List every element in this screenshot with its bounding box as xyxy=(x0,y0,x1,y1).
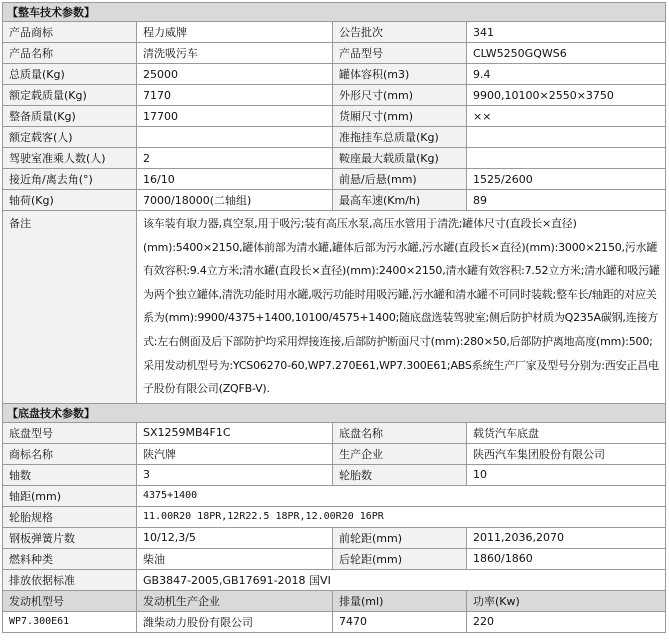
spec-row xyxy=(3,548,666,569)
spec-value: 1860/1860 xyxy=(467,548,666,569)
spec-label: 鞍座最大载质量(Kg) xyxy=(333,148,467,169)
spec-value xyxy=(137,127,333,148)
spec-label: 接近角/离去角(°) xyxy=(3,169,137,190)
spec-row xyxy=(3,464,666,485)
spec-row xyxy=(3,127,666,148)
spec-row xyxy=(3,443,666,464)
spec-label: 轮胎规格 xyxy=(3,506,137,527)
spec-value: 载货汽车底盘 xyxy=(467,422,666,443)
chassis-spec-rows-b xyxy=(3,527,666,569)
spec-label: 钢板弹簧片数 xyxy=(3,527,137,548)
chassis-spec-rows xyxy=(3,422,666,485)
engine-row xyxy=(3,611,666,632)
spec-value: 11.00R20 18PR,12R22.5 18PR,12.00R20 16PR xyxy=(137,506,666,527)
spec-value: 4375+1400 xyxy=(137,485,666,506)
spec-label: 额定载质量(Kg) xyxy=(3,85,137,106)
spec-row xyxy=(3,64,666,85)
spec-label: 额定载客(人) xyxy=(3,127,137,148)
spec-value: 89 xyxy=(467,190,666,211)
spec-table xyxy=(2,2,666,633)
spec-label: 驾驶室准乘人数(人) xyxy=(3,148,137,169)
engine-cell: 潍柴动力股份有限公司 xyxy=(137,611,333,632)
section-title-chassis: 【底盘技术参数】 xyxy=(3,403,666,422)
spec-value: 10 xyxy=(467,464,666,485)
spec-label: 轮胎数 xyxy=(333,464,467,485)
spec-value: 清洗吸污车 xyxy=(137,43,333,64)
spec-value xyxy=(467,148,666,169)
engine-cell: WP7.300E61 xyxy=(3,611,137,632)
spec-value: SX1259MB4F1C xyxy=(137,422,333,443)
spec-label: 准拖挂车总质量(Kg) xyxy=(333,127,467,148)
spec-label: 排放依据标准 xyxy=(3,569,137,590)
engine-header-cell: 排量(ml) xyxy=(333,590,467,611)
engine-header-cell: 发动机型号 xyxy=(3,590,137,611)
spec-label: 生产企业 xyxy=(333,443,467,464)
spec-row xyxy=(3,22,666,43)
spec-value: 341 xyxy=(467,22,666,43)
spec-row xyxy=(3,190,666,211)
remarks-label: 备注 xyxy=(3,211,137,404)
spec-label: 轴数 xyxy=(3,464,137,485)
spec-label: 货厢尺寸(mm) xyxy=(333,106,467,127)
spec-value xyxy=(467,127,666,148)
spec-label: 轴荷(Kg) xyxy=(3,190,137,211)
spec-value: 9.4 xyxy=(467,64,666,85)
spec-label: 外形尺寸(mm) xyxy=(333,85,467,106)
spec-value: 25000 xyxy=(137,64,333,85)
spec-value: 3 xyxy=(137,464,333,485)
engine-cell: 220 xyxy=(467,611,666,632)
spec-value: 16/10 xyxy=(137,169,333,190)
spec-value: CLW5250GQWS6 xyxy=(467,43,666,64)
spec-label: 底盘名称 xyxy=(333,422,467,443)
spec-label: 总质量(Kg) xyxy=(3,64,137,85)
spec-label: 前轮距(mm) xyxy=(333,527,467,548)
spec-label: 罐体容积(m3) xyxy=(333,64,467,85)
spec-label: 产品型号 xyxy=(333,43,467,64)
spec-label: 产品名称 xyxy=(3,43,137,64)
spec-row-wheelbase xyxy=(3,485,666,506)
spec-label: 前悬/后悬(mm) xyxy=(333,169,467,190)
spec-label: 商标名称 xyxy=(3,443,137,464)
section-header-vehicle xyxy=(3,3,666,22)
engine-header-cell: 功率(Kw) xyxy=(467,590,666,611)
vehicle-spec-rows xyxy=(3,22,666,211)
spec-value: 7170 xyxy=(137,85,333,106)
engine-header-cell: 发动机生产企业 xyxy=(137,590,333,611)
spec-value: 1525/2600 xyxy=(467,169,666,190)
section-title-vehicle: 【整车技术参数】 xyxy=(3,3,666,22)
spec-value: 程力威牌 xyxy=(137,22,333,43)
spec-row xyxy=(3,85,666,106)
spec-value: 2 xyxy=(137,148,333,169)
spec-value: 7000/18000(二轴组) xyxy=(137,190,333,211)
section-header-chassis xyxy=(3,403,666,422)
spec-value: 17700 xyxy=(137,106,333,127)
engine-cell: 7470 xyxy=(333,611,467,632)
spec-label: 最高车速(Km/h) xyxy=(333,190,467,211)
spec-value: 陕西汽车集团股份有限公司 xyxy=(467,443,666,464)
spec-label: 产品商标 xyxy=(3,22,137,43)
spec-label: 后轮距(mm) xyxy=(333,548,467,569)
spec-label: 整备质量(Kg) xyxy=(3,106,137,127)
spec-label: 底盘型号 xyxy=(3,422,137,443)
spec-value: 9900,10100×2550×3750 xyxy=(467,85,666,106)
remarks-text: 该车装有取力器,真空泵,用于吸污;装有高压水泵,高压水管用于清洗;罐体尺寸(直段长×直径)(mm):5400×2150,罐体前部为清水罐,罐体后部为污水罐,污水罐(直段长×直径)(mm):3000×2150,污水罐有效容积:9.4立方米;清水罐(直段长×直径)(mm):2400×2150,清水罐有效容积:7.52立方米;清水罐和吸污罐为两个独立罐体,清洗功能时用水罐,吸污功能时用吸污罐,污水罐和清水罐不可同时装载;整车长/轴距的对应关系为(mm):9900/4375+1400,10100/4575+1400;随底盘选装驾驶室;侧后防护材质为Q235A碳钢,连接方式:左右侧面及后下部防护均采用焊接连接,后部防护断面尺寸(mm):280×50,后部防护离地高度(mm):500;采用发动机型号为:YCS06270-60,WP7.270E61,WP7.300E61;ABS系统生产厂家及型号分别为:西安正昌电子股份有限公司(ZQFB-V). xyxy=(137,211,666,404)
spec-value: ×× xyxy=(467,106,666,127)
engine-header-row xyxy=(3,590,666,611)
spec-label: 公告批次 xyxy=(333,22,467,43)
spec-row xyxy=(3,43,666,64)
spec-value: 柴油 xyxy=(137,548,333,569)
spec-row-emission xyxy=(3,569,666,590)
spec-value: 陕汽牌 xyxy=(137,443,333,464)
remarks-row xyxy=(3,211,666,404)
spec-row xyxy=(3,422,666,443)
spec-label: 燃料种类 xyxy=(3,548,137,569)
spec-value: GB3847-2005,GB17691-2018 国VI xyxy=(137,569,666,590)
spec-value: 2011,2036,2070 xyxy=(467,527,666,548)
spec-label: 轴距(mm) xyxy=(3,485,137,506)
spec-row xyxy=(3,169,666,190)
spec-row-tire-spec xyxy=(3,506,666,527)
spec-row xyxy=(3,527,666,548)
spec-row xyxy=(3,148,666,169)
spec-value: 10/12,3/5 xyxy=(137,527,333,548)
spec-row xyxy=(3,106,666,127)
